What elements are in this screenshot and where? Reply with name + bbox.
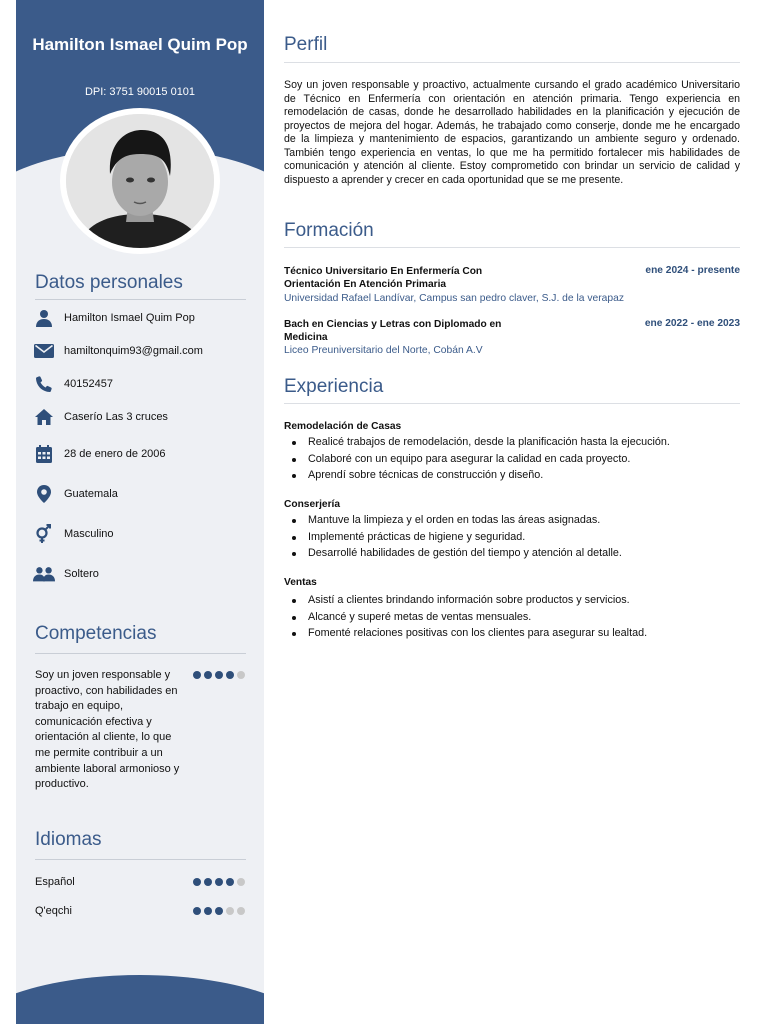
profile-summary: Soy un joven responsable y proactivo, actualmente cursando el grado académico Universitario de Técnico en Enfermería con orientación en atención primaria. Tengo experiencia en remodelación de casas, donde he desarrollado habilidades en la planificación y ejecución de proyectos de mejora del hogar. Además, he trabajado como conserje, donde me he encargado de la limpieza y mantenimiento de espacios, garantizando un ambiente seguro y ordenado. También tengo experiencia en ventas, lo que me ha permitido fortalecer mis habilidades de comunicación y atención al cliente. Estoy comprometido con brindar un servicio de calidad y dispuesto a aprender y crecer en cada oportunidad que se me presente. bbox=[284, 79, 740, 186]
divider bbox=[35, 653, 246, 654]
info-row-birthdate bbox=[33, 443, 166, 465]
rating-dot bbox=[204, 878, 212, 886]
skills-heading: Competencias bbox=[35, 623, 157, 644]
avatar bbox=[66, 114, 214, 248]
rating-dot bbox=[226, 671, 234, 679]
calendar-icon bbox=[33, 444, 55, 464]
gender-icon bbox=[33, 524, 55, 544]
education-date: ene 2024 - presente bbox=[645, 265, 740, 276]
dpi-number: DPI: 3751 90015 0101 bbox=[84, 86, 196, 98]
rating-dot bbox=[204, 907, 212, 915]
info-text: 40152457 bbox=[64, 378, 113, 390]
person-icon bbox=[33, 308, 55, 328]
language-rating bbox=[193, 878, 245, 886]
list-item: Alcancé y superé metas de ventas mensuales. bbox=[290, 609, 647, 626]
language-label: Español bbox=[35, 876, 75, 888]
rating-dot bbox=[204, 671, 212, 679]
job-title: Conserjería bbox=[284, 499, 341, 510]
education-date: ene 2022 - ene 2023 bbox=[644, 318, 740, 329]
list-item: Desarrollé habilidades de gestión del tiempo y atención al detalle. bbox=[290, 545, 622, 562]
info-row-marital-status bbox=[33, 563, 99, 585]
job-bullets bbox=[290, 512, 622, 562]
rating-dot bbox=[237, 671, 245, 679]
job-title: Ventas bbox=[284, 577, 317, 588]
rating-dot bbox=[193, 878, 201, 886]
rating-dot bbox=[215, 878, 223, 886]
divider bbox=[284, 62, 740, 63]
info-text: hamiltonquim93@gmail.com bbox=[64, 345, 203, 357]
candidate-name: Hamilton Ismael Quim Pop bbox=[32, 35, 248, 54]
job-bullets bbox=[290, 592, 647, 642]
list-item: Implementé prácticas de higiene y seguridad. bbox=[290, 529, 622, 546]
job-title: Remodelación de Casas bbox=[284, 421, 402, 432]
list-item: Realicé trabajos de remodelación, desde la planificación hasta la ejecución. bbox=[290, 434, 670, 451]
phone-icon bbox=[33, 374, 55, 394]
sidebar bbox=[16, 0, 264, 1024]
info-text: Guatemala bbox=[64, 488, 118, 500]
envelope-icon bbox=[33, 341, 55, 361]
info-text: Soltero bbox=[64, 568, 99, 580]
rating-dot bbox=[226, 878, 234, 886]
list-item: Asistí a clientes brindando información sobre productos y servicios. bbox=[290, 592, 647, 609]
profile-heading: Perfil bbox=[284, 34, 328, 55]
education-title: Técnico Universitario En Enfermería Con Orientación En Atención Primaria bbox=[284, 266, 483, 290]
personal-data-heading: Datos personales bbox=[35, 272, 183, 293]
language-label: Q'eqchi bbox=[35, 905, 72, 917]
list-item: Fomenté relaciones positivas con los clientes para asegurar su lealtad. bbox=[290, 625, 647, 642]
language-rating bbox=[193, 907, 245, 915]
info-text: Masculino bbox=[64, 528, 114, 540]
divider bbox=[35, 859, 246, 860]
info-text: Hamilton Ismael Quim Pop bbox=[64, 312, 195, 324]
rating-dot bbox=[237, 907, 245, 915]
users-icon bbox=[33, 564, 55, 584]
skills-rating bbox=[193, 671, 245, 679]
education-school: Universidad Rafael Landívar, Campus san pedro claver, S.J. de la verapaz bbox=[284, 293, 624, 304]
rating-dot bbox=[226, 907, 234, 915]
rating-dot bbox=[193, 671, 201, 679]
education-title: Bach en Ciencias y Letras con Diplomado en Medicina bbox=[284, 319, 502, 343]
divider bbox=[35, 299, 246, 300]
list-item: Colaboré con un equipo para asegurar la calidad en cada proyecto. bbox=[290, 451, 670, 468]
info-row-gender bbox=[33, 523, 114, 545]
languages-heading: Idiomas bbox=[35, 829, 102, 850]
experience-heading: Experiencia bbox=[284, 376, 384, 397]
education-school: Liceo Preuniversitario del Norte, Cobán A.V bbox=[284, 345, 483, 356]
home-icon bbox=[33, 407, 55, 427]
rating-dot bbox=[215, 671, 223, 679]
education-heading: Formación bbox=[284, 220, 374, 241]
sidebar-footer-curve bbox=[16, 975, 264, 1024]
divider bbox=[284, 247, 740, 248]
rating-dot bbox=[215, 907, 223, 915]
rating-dot bbox=[237, 878, 245, 886]
list-item: Aprendí sobre técnicas de construcción y diseño. bbox=[290, 467, 670, 484]
info-row-name bbox=[33, 307, 195, 329]
info-text: Caserío Las 3 cruces bbox=[64, 411, 168, 423]
info-row-email bbox=[33, 340, 203, 362]
info-row-address bbox=[33, 406, 168, 428]
divider bbox=[284, 403, 740, 404]
info-row-phone bbox=[33, 373, 113, 395]
list-item: Mantuve la limpieza y el orden en todas las áreas asignadas. bbox=[290, 512, 622, 529]
skills-description: Soy un joven responsable y proactivo, con habilidades en trabajo en equipo, comunicación efectiva y orientación al cliente, lo que me permite contribuir a un ambiente laboral armonioso y productivo. bbox=[35, 669, 180, 791]
info-row-country bbox=[33, 483, 118, 505]
rating-dot bbox=[193, 907, 201, 915]
job-bullets bbox=[290, 434, 670, 484]
info-text: 28 de enero de 2006 bbox=[64, 448, 166, 460]
location-pin-icon bbox=[33, 484, 55, 504]
